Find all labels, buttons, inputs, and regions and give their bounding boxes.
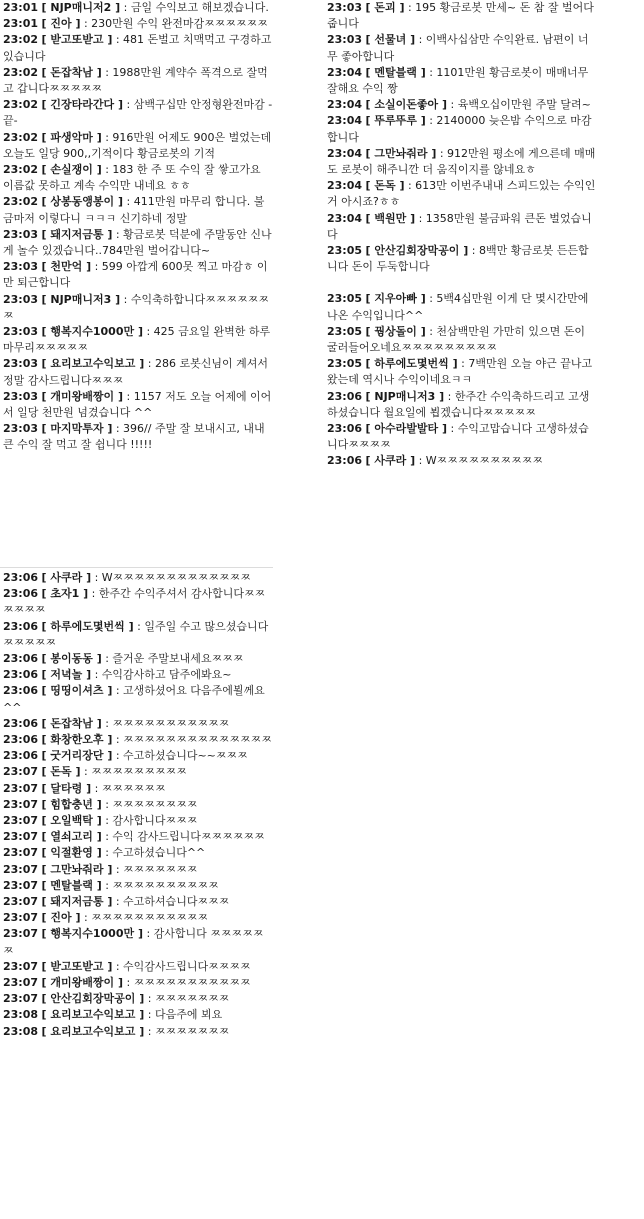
chat-message <box>3 667 273 683</box>
message-username: [ 천만억 ] <box>41 260 92 274</box>
chat-message <box>327 113 598 145</box>
message-text: : 고생하셨어요 다음주에뵐께요^^ <box>3 684 265 714</box>
message-time: 23:07 <box>3 765 39 779</box>
chat-message <box>327 32 598 64</box>
message-username: [ 화창한오후 ] <box>41 733 113 747</box>
chat-message <box>3 97 273 129</box>
message-time: 23:04 <box>327 114 363 128</box>
message-text: : Wㅉㅉㅉㅉㅉㅉㅉㅉㅉㅉㅉㅉㅉ <box>91 571 251 584</box>
message-username: [ 요리보고수익보고 ] <box>41 1024 145 1038</box>
chat-message <box>327 65 598 97</box>
chat-message <box>3 130 273 162</box>
message-text: : 한주간 수익축하드리고 고생하셨습니다 월요일에 뵙겠습니다ㅉㅉㅉㅉㅉ <box>327 389 590 419</box>
chat-message <box>3 389 273 421</box>
message-time: 23:06 <box>3 668 39 682</box>
message-text: : 7백만원 오늘 야근 끝나고 왔는데 역시나 수익이네요ㅋㅋ <box>327 357 593 387</box>
message-username: [ 익절환영 ] <box>41 846 102 860</box>
message-text: : ㅉㅉㅉㅉㅉㅉㅉ <box>144 1024 230 1038</box>
message-time: 23:05 <box>327 357 363 371</box>
chat-message <box>3 845 273 861</box>
message-time: 23:04 <box>327 98 363 112</box>
message-time: 23:02 <box>3 130 39 144</box>
message-text: : ㅉㅉㅉㅉㅉㅉㅉㅉㅉㅉㅉ <box>101 716 230 730</box>
chat-message <box>327 146 598 178</box>
message-text: : 황금로봇 덕분에 주말동안 신나게 놀수 있겠습니다..784만원 벌어갑니다~ <box>3 227 272 258</box>
chat-message <box>327 356 598 388</box>
message-time: 23:05 <box>327 324 363 338</box>
message-username: [ NJP매니저3 ] <box>41 292 121 306</box>
message-time: 23:02 <box>3 65 39 79</box>
message-time: 23:03 <box>3 260 39 274</box>
message-username: [ 힘합충년 ] <box>41 797 102 811</box>
message-username: [ 봉이동동 ] <box>41 652 102 666</box>
chat-message <box>327 97 598 113</box>
message-username: [ 진아 ] <box>41 911 81 925</box>
message-time: 23:03 <box>3 389 39 403</box>
message-time: 23:08 <box>3 1024 39 1038</box>
message-text: : ㅉㅉㅉㅉㅉㅉㅉㅉㅉㅉㅉ <box>123 976 251 990</box>
message-username: [ 받고또받고 ] <box>41 959 113 973</box>
message-username: [ 개미왕배짱이 ] <box>41 976 123 990</box>
chat-message <box>327 324 598 356</box>
message-username: [ 받고또받고 ] <box>41 33 113 47</box>
message-username: [ 오일백탁 ] <box>41 814 102 828</box>
message-time: 23:07 <box>3 992 39 1006</box>
chat-message <box>3 1024 273 1040</box>
message-time: 23:03 <box>3 422 39 436</box>
message-text: : 천삼백만원 가만히 있으면 돈이 굴러들어오네요ㅉㅉㅉㅉㅉㅉㅉㅉㅉ <box>327 324 586 355</box>
message-time: 23:07 <box>3 878 39 892</box>
message-username: [ 상봉동앵봉이 ] <box>41 195 123 209</box>
message-text: : 즐거운 주말보내세요ㅉㅉㅉ <box>101 652 244 666</box>
message-username: [ 요리보고수익보고 ] <box>41 357 145 371</box>
message-username: [ 백원만 ] <box>365 211 416 225</box>
message-username: [ 하루에도몇번씩 ] <box>41 619 134 633</box>
chat-message <box>3 975 273 991</box>
message-time: 23:05 <box>327 244 363 258</box>
chat-message <box>3 586 273 618</box>
chat-message <box>3 356 273 388</box>
message-time: 23:06 <box>3 619 39 633</box>
message-username: [ 긴장타라간다 ] <box>41 98 123 112</box>
message-username: [ 뚜루뚜루 ] <box>365 114 426 128</box>
message-time: 23:07 <box>3 959 39 973</box>
message-username: [ 안산김회장막공이 ] <box>41 992 145 1006</box>
chat-message <box>3 292 273 324</box>
section-divider <box>0 567 273 568</box>
message-time: 23:07 <box>3 895 39 909</box>
chat-message <box>3 324 273 356</box>
chat-message <box>3 862 273 878</box>
message-text: : ㅉㅉㅉㅉㅉㅉㅉㅉㅉㅉ <box>101 878 219 892</box>
message-text: : 감사합니다 ㅉㅉㅉㅉㅉㅉ <box>3 927 264 957</box>
message-time: 23:01 <box>3 17 39 31</box>
message-username: [ 멘탈블랙 ] <box>41 878 102 892</box>
chat-message <box>3 65 273 97</box>
message-text: : 수고하셨습니다~~ㅉㅉㅉ <box>112 749 248 763</box>
message-text: : 금일 수익보고 해보겠습니다. <box>120 1 269 14</box>
message-username: [ 요리보고수익보고 ] <box>41 1008 145 1022</box>
message-time: 23:07 <box>3 797 39 811</box>
message-text: : 1988만원 계약수 폭격으로 잘먹고 갑니다ㅉㅉㅉㅉㅉ <box>3 65 268 96</box>
chat-message <box>3 683 273 715</box>
message-time: 23:02 <box>3 33 39 47</box>
message-username: [ 선물녀 ] <box>365 33 416 47</box>
message-username: [ 돼지저금통 ] <box>41 227 113 241</box>
chat-message <box>327 243 598 275</box>
message-username: [ 사쿠라 ] <box>365 454 416 468</box>
message-text: : 수익고맙습니다 고생하셨습니다ㅉㅉㅉㅉ <box>327 422 589 452</box>
message-username: [ 돈독 ] <box>41 765 81 779</box>
chat-message <box>3 878 273 894</box>
message-username: [ 저녁놀 ] <box>41 668 92 682</box>
message-text: : 1157 저도 오늘 어제에 이어서 일당 천만원 넘겼습니다 ^^ <box>3 389 272 420</box>
message-username: [ 행복지수1000만 ] <box>41 927 143 941</box>
message-text: : 425 금요일 완벽한 하루 마무리ㅉㅉㅉㅉㅉ <box>3 325 271 355</box>
message-username: [ 돼지저금통 ] <box>41 895 113 909</box>
chat-message <box>3 797 273 813</box>
chat-message <box>3 813 273 829</box>
message-time: 23:06 <box>3 587 39 601</box>
message-time: 23:06 <box>3 716 39 730</box>
message-text: : 육백오십이만원 주말 달려~ <box>447 98 591 112</box>
message-username: [ 멘탈블랙 ] <box>365 65 426 79</box>
chat-message <box>3 748 273 764</box>
message-text: : 396// 주말 잘 보내시고, 내내 큰 수익 잘 먹고 잘 쉽니다 !!!!! <box>3 422 265 452</box>
chat-message <box>3 764 273 780</box>
message-time: 23:02 <box>3 98 39 112</box>
message-time: 23:07 <box>3 862 39 876</box>
message-username: [ 돈독 ] <box>365 179 405 193</box>
message-username: [ 꿩상돌이 ] <box>365 324 426 338</box>
message-text: : ㅉㅉㅉㅉㅉㅉㅉㅉㅉㅉㅉㅉㅉㅉ <box>112 733 272 747</box>
message-username: [ 그만놔줘라 ] <box>365 146 437 160</box>
message-time: 23:02 <box>3 195 39 209</box>
chat-message <box>327 453 598 469</box>
message-text: : 599 아깝게 600못 찍고 마감ㅎ 이만 퇴근합니다 <box>3 260 268 290</box>
chat-message <box>3 0 273 16</box>
message-time: 23:02 <box>3 163 39 177</box>
message-text: : ㅉㅉㅉㅉㅉㅉ <box>91 781 166 795</box>
message-text: : 1358만원 불금파워 큰돈 벌었습니다 <box>327 211 592 241</box>
message-username: [ 진아 ] <box>41 17 81 31</box>
message-text: : 916만원 어제도 900은 벌었는데 오늘도 일당 900,,기적이다 황금로봇의 기적 <box>3 130 272 160</box>
chat-message <box>3 910 273 926</box>
message-text: : Wㅉㅉㅉㅉㅉㅉㅉㅉㅉㅉ <box>415 454 543 468</box>
message-text: : 수고하셨습니다^^ <box>101 846 206 860</box>
message-text: : ㅉㅉㅉㅉㅉㅉㅉㅉㅉ <box>80 765 187 779</box>
message-time: 23:07 <box>3 830 39 844</box>
message-username: [ 초자1 ] <box>41 587 89 601</box>
message-username: [ 소실이돈좋아 ] <box>365 98 447 112</box>
chat-message <box>3 32 273 64</box>
message-time: 23:03 <box>327 33 363 47</box>
message-username: [ 사쿠라 ] <box>41 571 92 584</box>
chat-message <box>3 570 273 586</box>
message-text: : 912만원 평소에 게으른데 매매도 로봇이 해주니깐 더 움직이지를 않네요ㅎ <box>327 146 596 177</box>
chat-message <box>3 991 273 1007</box>
message-time: 23:07 <box>3 911 39 925</box>
chat-message <box>327 389 598 421</box>
message-username: [ 돈괴 ] <box>365 1 405 14</box>
chat-message <box>3 162 273 194</box>
message-time: 23:06 <box>3 571 39 584</box>
chat-message <box>3 259 273 291</box>
message-time: 23:07 <box>3 781 39 795</box>
message-time: 23:06 <box>327 389 363 403</box>
message-username: [ 손실쟁이 ] <box>41 163 102 177</box>
message-username: [ 띵띵이셔츠 ] <box>41 684 113 698</box>
chat-message <box>327 0 598 32</box>
message-time: 23:03 <box>3 325 39 339</box>
message-text: : ㅉㅉㅉㅉㅉㅉㅉㅉ <box>101 797 198 811</box>
chat-message <box>3 421 273 453</box>
message-time: 23:03 <box>3 227 39 241</box>
message-spacer <box>327 275 598 291</box>
message-text: : 2140000 늦은밤 수익으로 마감합니다 <box>327 114 592 144</box>
chat-message <box>3 732 273 748</box>
message-time: 23:06 <box>3 684 39 698</box>
chat-message <box>327 211 598 243</box>
message-username: [ 그만놔줘라 ] <box>41 862 113 876</box>
message-time: 23:06 <box>3 652 39 666</box>
message-time: 23:06 <box>327 454 363 468</box>
message-username: [ 개미왕배짱이 ] <box>41 389 123 403</box>
chat-message <box>327 421 598 453</box>
message-username: [ 달타령 ] <box>41 781 92 795</box>
chat-message <box>3 194 273 226</box>
chat-message <box>3 829 273 845</box>
chat-message <box>3 651 273 667</box>
message-username: [ 열쇠고리 ] <box>41 830 102 844</box>
message-text: : 411만원 마무리 합니다. 불금마저 이렇다니 ㅋㅋㅋ 신기하네 정말 <box>3 195 265 225</box>
message-time: 23:07 <box>3 927 39 941</box>
chat-message <box>3 227 273 259</box>
message-text: : 481 돈벌고 치맥먹고 구경하고 있습니다 <box>3 33 272 63</box>
message-username: [ 행복지수1000만 ] <box>41 325 143 339</box>
message-time: 23:07 <box>3 976 39 990</box>
message-text: : 230만원 수익 완전마감ㅉㅉㅉㅉㅉㅉ <box>80 17 268 31</box>
message-time: 23:07 <box>3 814 39 828</box>
message-text: : 감사합니다ㅉㅉㅉ <box>101 814 198 828</box>
message-time: 23:05 <box>327 292 363 306</box>
message-text: : 수익축하합니다ㅉㅉㅉㅉㅉㅉㅉ <box>3 292 269 322</box>
message-time: 23:03 <box>327 1 363 14</box>
chat-message <box>3 1007 273 1023</box>
chat-log-panel-right-top <box>327 0 598 470</box>
message-text: : 183 한 주 또 수익 잘 쌓고가요 이름값 못하고 계속 수익만 내네요 ㅎㅎ <box>3 163 261 193</box>
message-time: 23:01 <box>3 1 39 14</box>
chat-message <box>3 16 273 32</box>
message-username: [ 지우아빠 ] <box>365 292 426 306</box>
message-username: [ 아수라발발타 ] <box>365 422 447 436</box>
message-text: : 일주일 수고 많으셨습니다ㅉㅉㅉㅉㅉ <box>3 619 269 649</box>
chat-message <box>3 716 273 732</box>
message-time: 23:03 <box>3 357 39 371</box>
message-time: 23:04 <box>327 211 363 225</box>
message-text: : 수고하셔습니다ㅉㅉㅉ <box>112 895 230 909</box>
message-text: : 5백4십만원 이게 단 몇시간만에 나온 수익입니다^^ <box>327 292 589 322</box>
message-text: : 수익감사드립니다ㅉㅉㅉㅉ <box>112 959 251 973</box>
message-text: : 삼백구십만 안정형완전마감 -끝- <box>3 98 273 128</box>
chat-message <box>3 894 273 910</box>
message-text: : 8백만 황금로봇 든든합니다 돈이 두둑합니다 <box>327 244 589 274</box>
message-text: : 1101만원 황금로봇이 매매너무 잘해요 수익 짱 <box>327 65 589 96</box>
message-username: [ 돈잡착남 ] <box>41 716 102 730</box>
message-text: : 286 로봇신님이 계셔서 정말 감사드립니다ㅉㅉㅉ <box>3 357 268 387</box>
message-text: : ㅉㅉㅉㅉㅉㅉㅉㅉㅉㅉㅉ <box>80 911 209 925</box>
message-time: 23:06 <box>327 422 363 436</box>
message-text: : 한주간 수익주셔서 감사합니다ㅉㅉㅉㅉㅉㅉ <box>3 587 266 617</box>
chat-message <box>3 781 273 797</box>
message-text: : ㅉㅉㅉㅉㅉㅉㅉ <box>112 862 198 876</box>
message-username: [ NJP매니저3 ] <box>365 389 445 403</box>
chat-message <box>3 619 273 651</box>
message-username: [ NJP매니저2 ] <box>41 1 121 14</box>
message-time: 23:06 <box>3 733 39 747</box>
message-text: : 다음주에 뵈요 <box>144 1008 223 1022</box>
chat-log-panel-left-bottom <box>3 570 273 1040</box>
chat-message <box>3 959 273 975</box>
chat-message <box>327 291 598 323</box>
message-time: 23:04 <box>327 146 363 160</box>
message-time: 23:04 <box>327 179 363 193</box>
message-username: [ 굿거리장단 ] <box>41 749 113 763</box>
chat-message <box>327 178 598 210</box>
message-username: [ 안산김회장막공이 ] <box>365 244 469 258</box>
message-username: [ 돈잡착남 ] <box>41 65 102 79</box>
message-time: 23:03 <box>3 292 39 306</box>
message-time: 23:06 <box>3 749 39 763</box>
message-text: : ㅉㅉㅉㅉㅉㅉㅉ <box>144 992 230 1006</box>
message-text: : 195 황금로봇 만세~ 돈 참 잘 벌어다 줍니다 <box>327 1 594 31</box>
message-username: [ 파생악마 ] <box>41 130 102 144</box>
message-username: [ 하루에도몇번씩 ] <box>365 357 458 371</box>
message-text: : 수익감사하고 담주에봐요~ <box>91 668 232 682</box>
chat-message <box>3 926 273 958</box>
message-time: 23:07 <box>3 846 39 860</box>
message-time: 23:08 <box>3 1008 39 1022</box>
message-time: 23:04 <box>327 65 363 79</box>
message-text: : 613만 이번주내내 스피드있는 수익인거 아시죠?ㅎㅎ <box>327 179 596 209</box>
message-text: : 이백사십삼만 수익완료. 남편이 너무 좋아합니다 <box>327 33 589 63</box>
message-username: [ 마지막투자 ] <box>41 422 113 436</box>
chat-log-panel-left-top <box>3 0 273 454</box>
message-text: : 수익 감사드립니다ㅉㅉㅉㅉㅉㅉ <box>101 830 265 844</box>
